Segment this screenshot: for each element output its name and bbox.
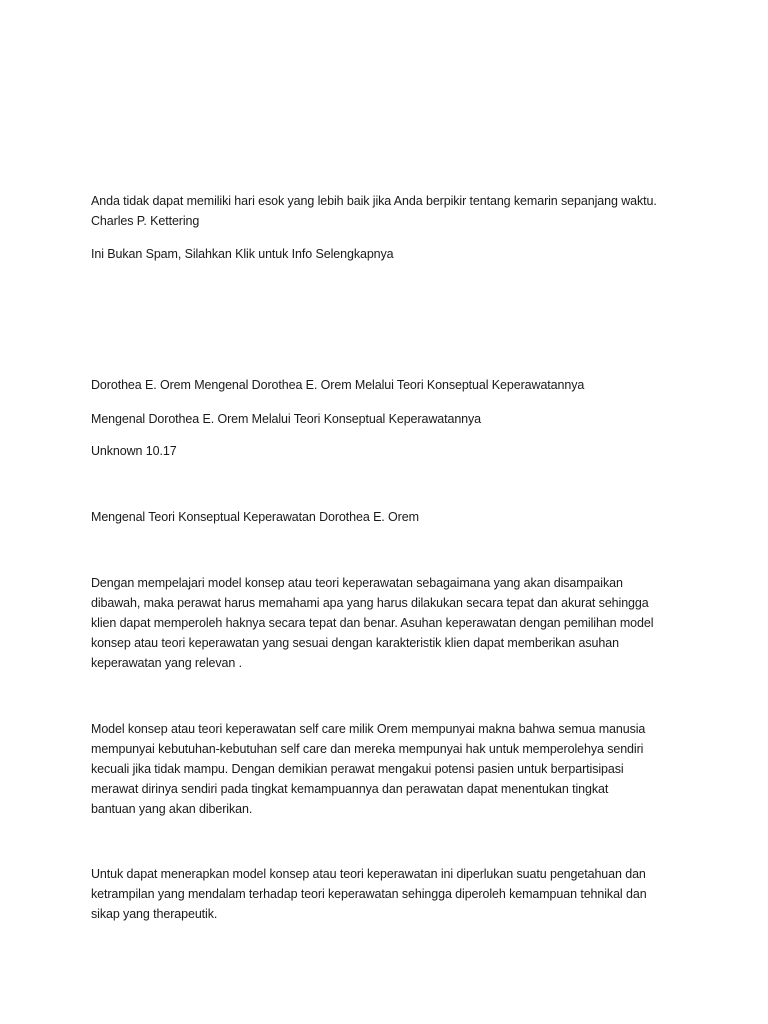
spam-notice-text: Ini Bukan Spam, Silahkan Klik untuk Info Selengkapnya: [91, 247, 394, 261]
paragraph-line: merawat dirinya sendiri pada tingkat kemampuannya dan perawatan dapat menentukan tingkat: [91, 782, 609, 796]
paragraph-line: Dengan mempelajari model konsep atau teori keperawatan sebagaimana yang akan disampaikan: [91, 576, 623, 590]
paragraph-line: kecuali jika tidak mampu. Dengan demikian perawat mengakui potensi pasien untuk berpartisipasi: [91, 762, 624, 776]
spam-notice-link[interactable]: [91, 244, 691, 264]
paragraph-line: mempunyai kebutuhan-kebutuhan self care dan mereka mempunyai hak untuk memperolehya sendiri: [91, 742, 644, 756]
quote-author: Charles P. Kettering: [91, 214, 200, 228]
post-meta: Unknown 10.17: [91, 444, 177, 458]
paragraph-1: [91, 573, 691, 673]
paragraph-line: konsep atau teori keperawatan yang sesuai dengan karakteristik klien dapat memberikan asuhan: [91, 636, 619, 650]
paragraph-2: [91, 719, 691, 819]
post-title: Mengenal Dorothea E. Orem Melalui Teori Konseptual Keperawatannya: [91, 412, 482, 426]
paragraph-line: Untuk dapat menerapkan model konsep atau teori keperawatan ini diperlukan suatu pengetahuan dan: [91, 867, 646, 881]
paragraph-line: bantuan yang akan diberikan.: [91, 802, 253, 816]
quote-text: [91, 191, 691, 231]
paragraph-line: ketrampilan yang mendalam terhadap teori keperawatan sehingga diperoleh kemampuan tehnikal dan: [91, 887, 647, 901]
paragraph-line: sikap yang therapeutik.: [91, 907, 218, 921]
section-heading: Mengenal Teori Konseptual Keperawatan Dorothea E. Orem: [91, 510, 419, 524]
paragraph-line: dibawah, maka perawat harus memahami apa yang harus dilakukan secara tepat dan akurat sehingga: [91, 596, 649, 610]
paragraph-line: Model konsep atau teori keperawatan self care milik Orem mempunyai makna bahwa semua manusia: [91, 722, 646, 736]
paragraph-line: keperawatan yang relevan .: [91, 656, 242, 670]
quote-line: Anda tidak dapat memiliki hari esok yang lebih baik jika Anda berpikir tentang kemarin sepanjang waktu.: [91, 194, 657, 208]
full-title: Dorothea E. Orem Mengenal Dorothea E. Orem Melalui Teori Konseptual Keperawatannya: [91, 378, 585, 392]
paragraph-line: klien dapat memperoleh haknya secara tepat dan benar. Asuhan keperawatan dengan pemilihan model: [91, 616, 654, 630]
paragraph-3: [91, 864, 691, 924]
